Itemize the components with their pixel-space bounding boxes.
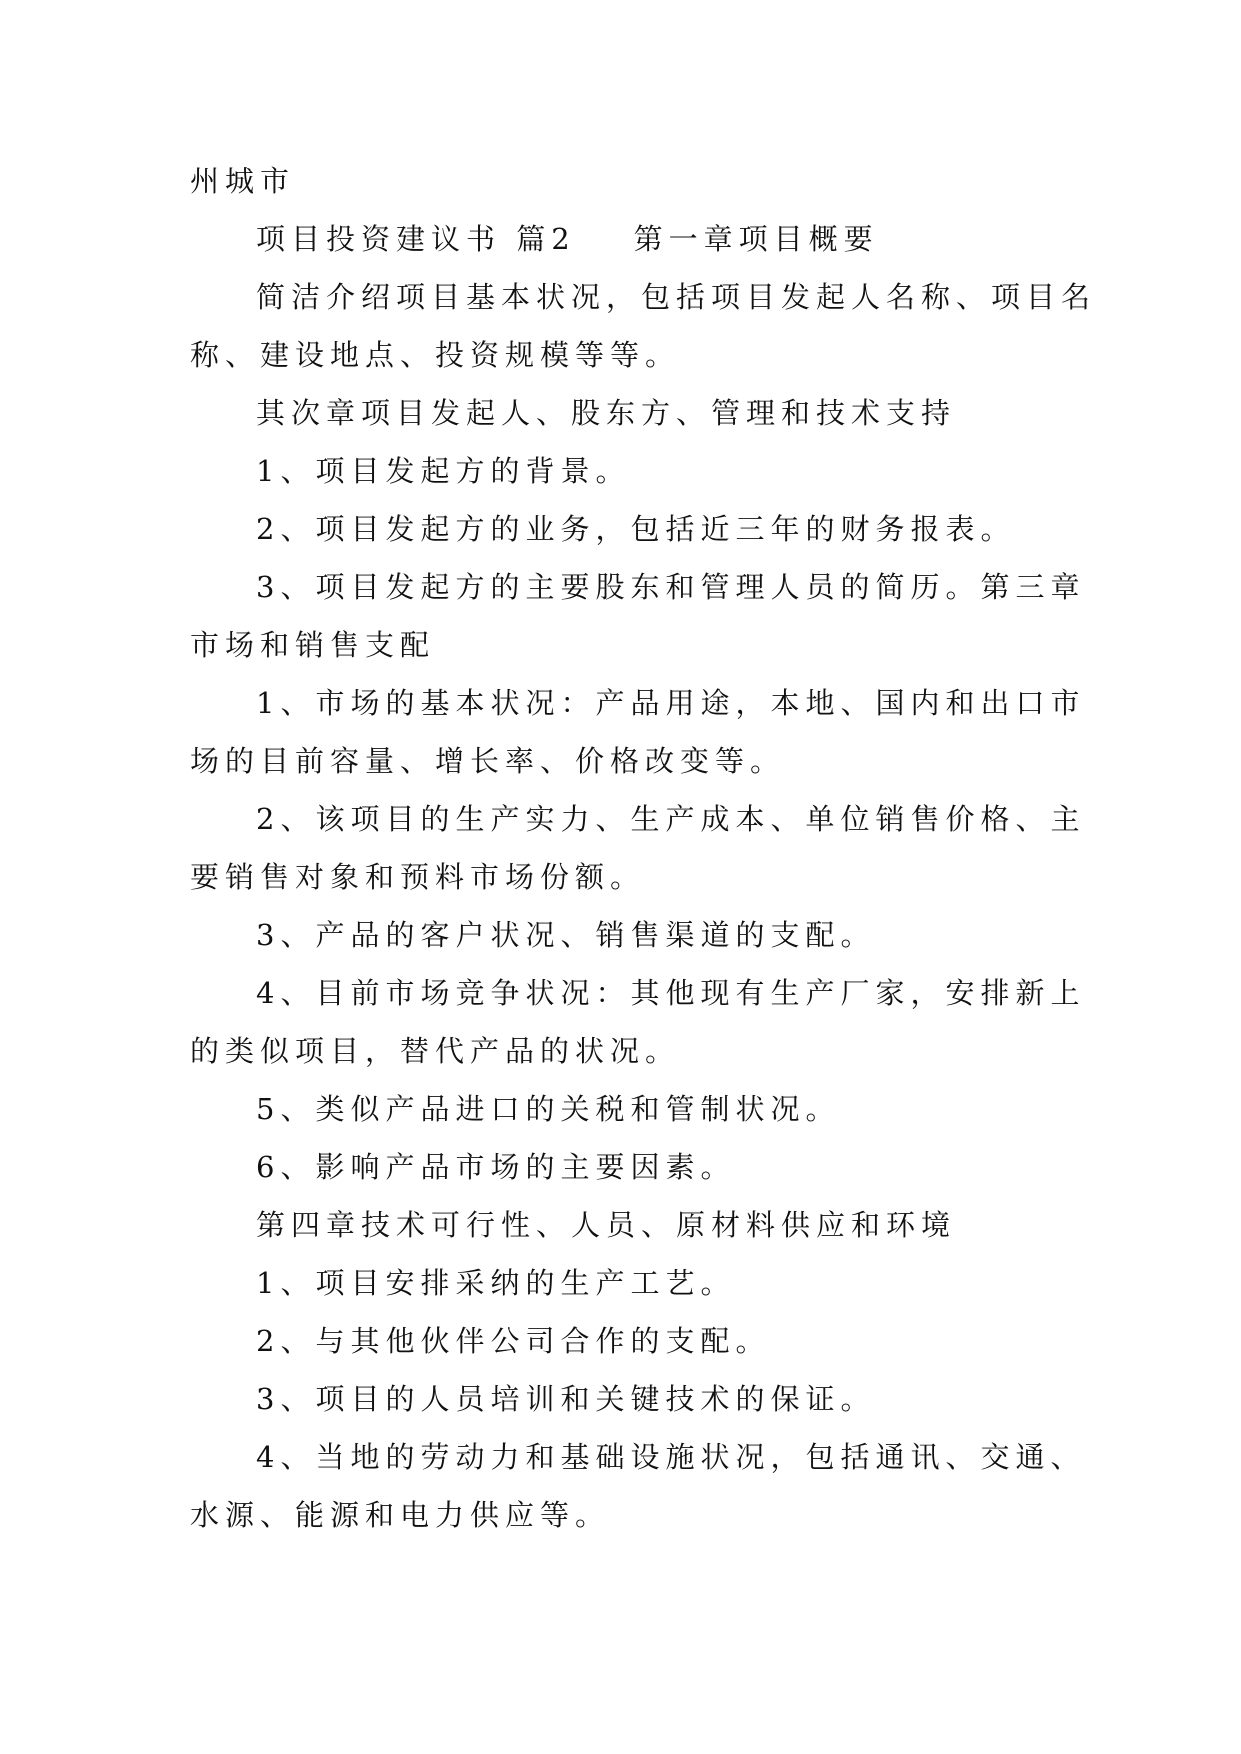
- list-item: 1、项目安排采纳的生产工艺。: [256, 1266, 736, 1300]
- text-line: 的类似项目，替代产品的状况。: [190, 1034, 681, 1068]
- chapter-heading: 第四章技术可行性、人员、原材料供应和环境: [256, 1208, 957, 1242]
- chapter-heading: 其次章项目发起人、股东方、管理和技术支持: [256, 396, 957, 430]
- text-line: 称、建设地点、投资规模等等。: [190, 338, 681, 372]
- section-heading-line: [190, 210, 1050, 268]
- list-item: 2、该项目的生产实力、生产成本、单位销售价格、主: [256, 802, 1086, 836]
- list-item: 4、目前市场竞争状况：其他现有生产厂家，安排新上: [256, 976, 1086, 1010]
- text-line: 州城市: [190, 164, 296, 198]
- list-item: 3、项目的人员培训和关键技术的保证。: [256, 1382, 876, 1416]
- text-line: 简洁介绍项目基本状况，包括项目发起人名称、项目名: [256, 280, 1097, 314]
- document-body: [190, 152, 1097, 1544]
- list-item: 1、项目发起方的背景。: [256, 454, 631, 488]
- text-line: 市场和销售支配: [190, 628, 436, 662]
- text-line: 水源、能源和电力供应等。: [190, 1498, 611, 1532]
- list-item: 5、类似产品进口的关税和管制状况。: [256, 1092, 841, 1126]
- text-line: 场的目前容量、增长率、价格改变等。: [190, 744, 786, 778]
- text-line: 要销售对象和预料市场份额。: [190, 860, 646, 894]
- list-item: 2、项目发起方的业务，包括近三年的财务报表。: [256, 512, 1016, 546]
- document-title: 项目投资建议书 篇2: [256, 222, 576, 256]
- list-item: 3、产品的客户状况、销售渠道的支配。: [256, 918, 876, 952]
- list-item: 1、市场的基本状况：产品用途，本地、国内和出口市: [256, 686, 1086, 720]
- list-item: 6、影响产品市场的主要因素。: [256, 1150, 736, 1184]
- list-item: 4、当地的劳动力和基础设施状况，包括通讯、交通、: [256, 1440, 1086, 1474]
- list-item: 2、与其他伙伴公司合作的支配。: [256, 1324, 771, 1358]
- list-item: 3、项目发起方的主要股东和管理人员的简历。第三章: [256, 570, 1086, 604]
- chapter-heading: 第一章项目概要: [633, 222, 879, 256]
